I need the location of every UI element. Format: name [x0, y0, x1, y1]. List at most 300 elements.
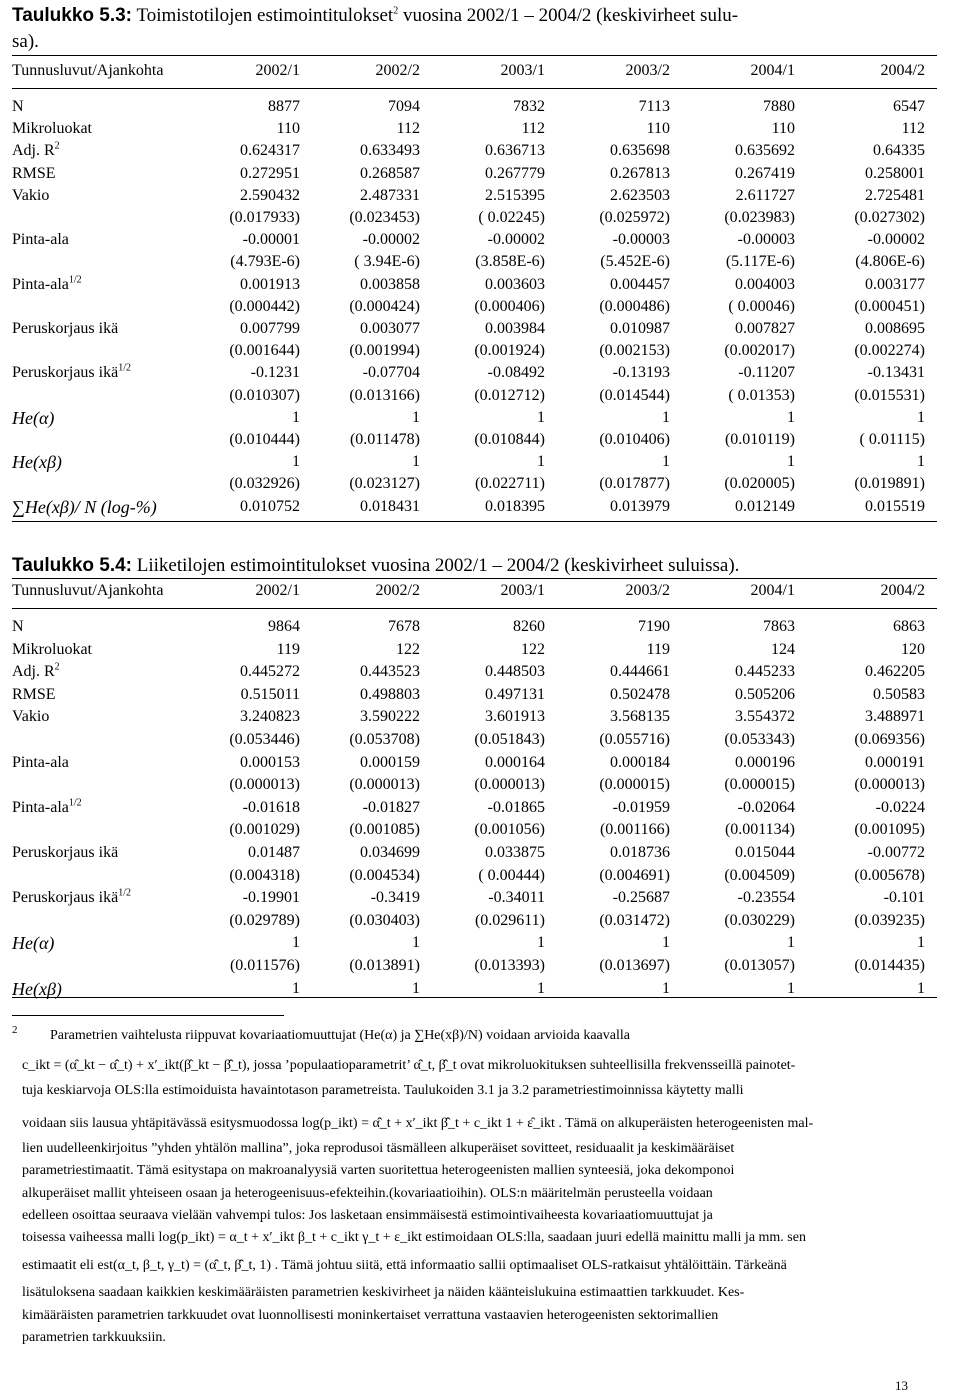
table-cell: 1 — [662, 453, 670, 471]
table-cell: ( 0.02245) — [478, 209, 545, 226]
table-row — [12, 296, 937, 318]
table-cell: 0.635698 — [610, 142, 670, 160]
table-cell: 0.635692 — [735, 142, 795, 160]
table-cell: (0.001056) — [474, 821, 545, 839]
table-cell: -0.23554 — [737, 889, 795, 907]
row-label-text: He(α) — [12, 933, 55, 954]
table-cell: (0.013166) — [349, 386, 420, 404]
table-row — [12, 118, 937, 140]
table2-top-rule — [12, 578, 937, 579]
table-cell: (0.022711) — [474, 475, 545, 493]
table-cell: 2.487331 — [360, 186, 420, 204]
table-cell: (0.017877) — [599, 475, 670, 493]
table-row — [12, 362, 937, 384]
table-cell: (0.004509) — [724, 866, 795, 884]
table-cell: 2.590432 — [240, 186, 300, 204]
table-cell: 2.611727 — [735, 186, 795, 204]
table-cell: -0.08492 — [487, 364, 545, 382]
table-row — [12, 797, 937, 819]
table1-top-rule — [12, 55, 937, 56]
table-cell: (0.001994) — [349, 342, 420, 360]
table-cell: 2.725481 — [865, 186, 925, 204]
table-cell: -0.34011 — [488, 889, 545, 907]
table-row — [12, 729, 937, 751]
table-cell: 0.000153 — [240, 753, 300, 771]
table-cell: (0.000424) — [349, 297, 420, 315]
table-cell: 0.268587 — [360, 164, 420, 182]
table-cell: 110 — [646, 120, 670, 138]
table-cell: (5.117E-6) — [725, 253, 795, 271]
table1-header-label: Tunnusluvut/Ajankohta — [12, 62, 164, 79]
table-cell: (0.039235) — [854, 911, 925, 929]
table-cell: (0.000015) — [724, 776, 795, 794]
table-cell: (0.010307) — [229, 386, 300, 404]
table-row — [12, 706, 937, 728]
table-cell: 0.258001 — [865, 164, 925, 182]
footnote-line: lien uudelleenkirjoitus ”yhden yhtälön mallina”, joka reprodusoi täsmälleen alkuperäiset sovitteet, residuaalit ja keskimääräiset — [22, 1141, 735, 1156]
table-cell: (0.000013) — [349, 776, 420, 794]
table-row — [12, 684, 937, 706]
table-cell: 120 — [901, 640, 925, 658]
table-cell: -0.13193 — [612, 364, 670, 382]
table-cell: (0.002153) — [599, 342, 670, 360]
table-cell: 8260 — [513, 618, 545, 635]
table-cell: (0.001924) — [474, 342, 545, 360]
table-cell: (0.010406) — [599, 431, 670, 448]
table-cell: -0.00002 — [362, 231, 420, 249]
table-cell: 0.445233 — [735, 663, 795, 681]
footnote-line: tuja keskiarvoja OLS:lla estimoiduista havaintotason parametreista. Taulukoiden 3.1 ja 3.2 parametriestimoinnissa käytetty malli — [22, 1083, 744, 1098]
table-cell: (5.452E-6) — [600, 253, 670, 271]
table-cell: (0.015531) — [854, 386, 925, 404]
row-label-text: He(xβ) — [12, 452, 62, 473]
table-cell: -0.01865 — [487, 798, 545, 816]
table-cell: (0.002274) — [854, 342, 925, 360]
table-cell: -0.00003 — [737, 231, 795, 249]
table-cell: 1 — [787, 453, 795, 471]
table-row — [12, 910, 937, 932]
table-cell: (4.806E-6) — [855, 253, 925, 271]
row-label — [12, 661, 60, 683]
table-cell: 122 — [396, 640, 420, 658]
table-cell: ( 0.00444) — [478, 866, 545, 884]
table2-column-header: 2003/2 — [625, 582, 670, 599]
row-label — [12, 185, 49, 207]
table1-caption-line2: sa). — [12, 31, 39, 52]
table-cell: (0.014544) — [599, 386, 670, 404]
table1-header-row — [12, 60, 937, 82]
table-cell: (0.000442) — [229, 297, 300, 315]
footnote-line: voidaan siis lausua yhtäpitävässä esitysmuodossa log(p_ikt) = α̂̂_t + x′_ikt β̂̂_t + c_ikt 1 + ε̂_ikt . Tämä on alkuperäisten heterogeenisten mal- — [22, 1116, 814, 1131]
table-cell: (0.019891) — [854, 475, 925, 493]
footnote-line: kimääräisten parametrien tarkkuudet ovat luonnollisesti moninkertaiset verrattuna vastaavien heterogeenisten sektorimallien — [22, 1308, 719, 1323]
table-cell: -0.0224 — [875, 798, 925, 816]
table-cell: 6863 — [893, 618, 925, 635]
table-row — [12, 163, 937, 185]
table-cell: (0.001644) — [229, 342, 300, 360]
footnote-line: edelleen osoittaa seuraava vielään vahvempi tulos: Jos lasketaan ensimmäisestä estimointivaiheesta kovariaatiomuuttujat ja — [22, 1208, 713, 1223]
table1-column-header: 2003/1 — [500, 62, 545, 79]
table-cell: 2.623503 — [610, 186, 670, 204]
row-label — [12, 496, 157, 518]
table-row — [12, 865, 937, 887]
table-cell: (4.793E-6) — [230, 253, 300, 271]
row-label-text: Pinta-ala — [12, 275, 69, 293]
table-cell: 1 — [412, 453, 420, 471]
table-cell: 1 — [537, 934, 545, 952]
table-cell: 7880 — [763, 98, 795, 115]
row-label-text: Adj. R — [12, 663, 55, 681]
page-number: 13 — [895, 1378, 908, 1393]
table-cell: ( 3.94E-6) — [354, 253, 420, 271]
table-cell: (0.051843) — [474, 731, 545, 748]
table-cell: (0.005678) — [854, 866, 925, 884]
table-cell: 0.000184 — [610, 753, 670, 771]
table-cell: (0.004534) — [349, 866, 420, 884]
row-label — [12, 362, 131, 384]
table-cell: (0.030403) — [349, 911, 420, 929]
table-cell: 7190 — [638, 618, 670, 635]
table-row — [12, 229, 937, 251]
table-cell: 0.003177 — [865, 275, 925, 293]
table-cell: -0.00002 — [867, 231, 925, 249]
row-label-text: N — [12, 98, 24, 115]
table-cell: 1 — [787, 934, 795, 952]
table-cell: (0.000013) — [474, 776, 545, 794]
table-cell: 0.267779 — [485, 164, 545, 182]
table-cell: -0.00001 — [242, 231, 300, 249]
table-cell: (0.000406) — [474, 297, 545, 315]
table-cell: 1 — [662, 408, 670, 426]
table-cell: 1 — [412, 934, 420, 952]
table-cell: 1 — [917, 934, 925, 952]
table-cell: 119 — [646, 640, 670, 658]
row-label-text: Pinta-ala — [12, 231, 69, 249]
table-cell: 7863 — [763, 618, 795, 635]
table-cell: 7832 — [513, 98, 545, 115]
table-cell: -0.01618 — [242, 798, 300, 816]
row-label — [12, 616, 24, 638]
table-row — [12, 887, 937, 909]
row-label-text: He(α) — [12, 407, 55, 428]
table-cell: 0.502478 — [610, 685, 670, 703]
table-cell: -0.00002 — [487, 231, 545, 249]
table-row — [12, 616, 937, 638]
table-cell: (0.013393) — [474, 957, 545, 974]
table-cell: 6547 — [893, 98, 925, 115]
table-cell: 7113 — [638, 98, 670, 115]
table-cell: -0.07704 — [362, 364, 420, 382]
table-cell: (0.055716) — [599, 731, 670, 748]
footnote-line: parametriestimaatit. Tämä esitystapa on makroanalyysiä varten suoritettua heterogeenisten mallien synteesiä, joka dekomponoi — [22, 1163, 735, 1178]
table-row — [12, 407, 937, 429]
table-cell: (3.858E-6) — [475, 253, 545, 271]
table1-column-header: 2004/1 — [750, 62, 795, 79]
table-row — [12, 752, 937, 774]
row-label-text: Vakio — [12, 708, 50, 726]
table-cell: 0.003858 — [360, 275, 420, 293]
footnote-line: parametrien tarkkuuksiin. — [22, 1330, 166, 1345]
table-cell: 1 — [292, 408, 300, 426]
row-label-text: Vakio — [12, 186, 50, 204]
table-cell: 3.601913 — [485, 708, 545, 726]
table-row — [12, 185, 937, 207]
table-cell: -0.01959 — [612, 798, 670, 816]
table-cell: 1 — [292, 934, 300, 952]
row-label-text: Peruskorjaus ikä — [12, 889, 119, 907]
table-cell: 0.624317 — [240, 142, 300, 160]
table-cell: (0.001166) — [599, 821, 670, 839]
row-label-text: ∑He(xβ)/ N (log-%) — [12, 496, 157, 517]
table2-column-header: 2003/1 — [500, 582, 545, 599]
table-cell: (0.010844) — [474, 431, 545, 448]
row-label-text: Adj. R — [12, 142, 55, 160]
table-cell: 1 — [292, 979, 300, 997]
table-cell: 119 — [276, 640, 300, 658]
table-cell: (0.002017) — [724, 342, 795, 360]
table-cell: 9864 — [268, 618, 300, 635]
table2-column-header: 2002/2 — [375, 582, 420, 599]
table-cell: (0.013891) — [349, 957, 420, 974]
table-cell: 1 — [412, 979, 420, 997]
table-cell: 1 — [662, 934, 670, 952]
table-cell: 1 — [917, 408, 925, 426]
table-cell: (0.012712) — [474, 386, 545, 404]
row-label — [12, 932, 54, 954]
table-cell: 0.007827 — [735, 320, 795, 337]
table-cell: 0.004457 — [610, 275, 670, 293]
table-cell: 3.554372 — [735, 708, 795, 726]
table-cell: -0.11207 — [738, 364, 795, 382]
table-cell: (0.011576) — [229, 957, 300, 974]
table-cell: 0.267813 — [610, 164, 670, 182]
table-cell: (0.027302) — [854, 209, 925, 226]
row-label-text: Peruskorjaus ikä — [12, 364, 119, 382]
table-cell: 112 — [396, 120, 420, 138]
footnote-rule — [12, 1015, 284, 1016]
table-cell: 0.445272 — [240, 663, 300, 681]
table-cell: 0.515011 — [240, 685, 300, 703]
table-cell: (0.023127) — [349, 475, 420, 493]
table-row — [12, 842, 937, 864]
footnote-line: Parametrien vaihtelusta riippuvat kovariaatiomuuttujat (He(α) ja ∑He(xβ)/N) voidaan arvioida kaavalla — [50, 1028, 630, 1043]
table2-header-rule — [12, 608, 937, 609]
table-cell: -0.25687 — [612, 889, 670, 907]
table1-column-header: 2002/2 — [375, 62, 420, 79]
table-cell: 0.000159 — [360, 753, 420, 771]
row-label — [12, 407, 54, 429]
table1-caption — [12, 4, 937, 28]
row-label — [12, 140, 60, 162]
table-row — [12, 932, 937, 954]
table-cell: 0.498803 — [360, 685, 420, 703]
table-cell: 0.633493 — [360, 142, 420, 160]
table2-column-header: 2004/1 — [750, 582, 795, 599]
table-row — [12, 451, 937, 473]
table-cell: 1 — [537, 453, 545, 471]
row-label-superscript: 1/2 — [118, 363, 131, 375]
row-label-superscript: 2 — [54, 141, 60, 153]
table1-caption-label: Taulukko 5.3: — [12, 5, 133, 26]
table-cell: (0.013057) — [724, 957, 795, 974]
table-cell: 0.007799 — [240, 320, 300, 337]
row-label — [12, 887, 131, 909]
table-cell: (0.000013) — [229, 776, 300, 794]
table-cell: 0.000196 — [735, 753, 795, 771]
table-cell: 1 — [412, 408, 420, 426]
table-cell: 0.443523 — [360, 663, 420, 681]
table-cell: 110 — [276, 120, 300, 138]
table-cell: 2.515395 — [485, 186, 545, 204]
table-cell: 0.000164 — [485, 753, 545, 771]
footnote-line: c_ikt = (α̂_kt − α̂̂_t) + x′_ikt(β̂_kt − β̂̂_t), jossa ’populaatioparametrit’ α̂̂_t, β̂̂_t ovat mikroluokituksen suhteellisilla frekvensseillä painotet- — [22, 1058, 796, 1073]
table-cell: (0.001095) — [854, 821, 925, 839]
table-row — [12, 274, 937, 296]
footnote-ref: 2 — [393, 5, 399, 17]
row-label — [12, 318, 118, 340]
table-row — [12, 207, 937, 229]
table-row — [12, 385, 937, 407]
table-cell: -0.13431 — [867, 364, 925, 382]
row-label-text: Mikroluokat — [12, 120, 92, 138]
table-cell: -0.101 — [883, 889, 925, 907]
table-cell: 0.010987 — [610, 320, 670, 337]
table-cell: 122 — [521, 640, 545, 658]
table-row — [12, 251, 937, 273]
table-row — [12, 96, 937, 118]
table-cell: 3.568135 — [610, 708, 670, 726]
table-cell: 0.033875 — [485, 844, 545, 861]
table-row — [12, 496, 937, 518]
table-cell: (0.029611) — [474, 911, 545, 929]
table-cell: 0.015044 — [735, 844, 795, 861]
table-cell: 0.018431 — [360, 497, 420, 515]
table-cell: 124 — [771, 640, 795, 658]
table-cell: 0.018395 — [485, 497, 545, 515]
table2-bottom-rule — [12, 997, 937, 998]
footnote-line: lisätuloksena saadaan kaikkien keskimääräisten parametrien keskivirheet ja näiden käänteislukuina estimaattien tarkkuudet. Kes- — [22, 1285, 745, 1300]
row-label-text: Peruskorjaus ikä — [12, 320, 119, 337]
table-row — [12, 661, 937, 683]
table-cell: 0.003984 — [485, 320, 545, 337]
row-label — [12, 706, 49, 728]
table-cell: -0.02064 — [737, 798, 795, 816]
table1-bottom-rule — [12, 521, 937, 522]
table-cell: 1 — [787, 408, 795, 426]
footnote-line: alkuperäiset mallit yhteiseen osaan ja heterogeenisuus-efekteihin.(kovariaatioihin). OLS:n määritelmän perusteella voidaan — [22, 1186, 713, 1201]
row-label — [12, 118, 92, 140]
table2-header-label: Tunnusluvut/Ajankohta — [12, 582, 164, 599]
table-cell: 0.636713 — [485, 142, 545, 160]
table-cell: -0.19901 — [242, 889, 300, 907]
table-cell: (0.029789) — [229, 911, 300, 929]
table-cell: (0.030229) — [724, 911, 795, 929]
table-row — [12, 639, 937, 661]
table-cell: 7094 — [388, 98, 420, 115]
table-cell: 0.462205 — [865, 663, 925, 681]
table-cell: 0.010752 — [240, 497, 300, 515]
table2-column-header: 2002/1 — [255, 582, 300, 599]
footnote-number: 2 — [12, 1024, 18, 1036]
row-label — [12, 639, 92, 661]
table-cell: 8877 — [268, 98, 300, 115]
table-cell: 0.497131 — [485, 685, 545, 703]
table-cell: 0.008695 — [865, 320, 925, 337]
table-cell: 0.272951 — [240, 164, 300, 182]
table-cell: (0.010444) — [229, 431, 300, 448]
table-cell: -0.01827 — [362, 798, 420, 816]
row-label — [12, 163, 56, 185]
table-cell: (0.069356) — [854, 731, 925, 748]
table-cell: -0.00772 — [867, 844, 925, 861]
table-cell: (0.000451) — [854, 297, 925, 315]
table-cell: 0.01487 — [248, 844, 300, 861]
footnote-line: estimaatit eli est(α_t, β_t, γ_t) = (α̂̂_t, β̂̂_t, 1) . Tämä johtuu siitä, että informaatio sallii optimaaliset OLS-ratkaisut yhtälöittäin. Tärkeänä — [22, 1258, 787, 1273]
row-label — [12, 797, 82, 819]
table-row — [12, 429, 937, 451]
table-cell: (0.023983) — [724, 209, 795, 226]
table-cell: ( 0.01353) — [728, 386, 795, 404]
table-cell: -0.3419 — [370, 889, 420, 907]
table1-header-rule — [12, 88, 937, 89]
table-row — [12, 340, 937, 362]
row-label-superscript: 1/2 — [68, 797, 82, 809]
row-label-text: RMSE — [12, 164, 56, 182]
footnote-line: toisessa vaiheessa malli log(p_ikt) = α_t + x′_ikt β_t + c_ikt γ_t + ε_ikt estimoidaan OLS:lla, saadaan juuri edellä mainittu malli ja mm. sen — [22, 1230, 806, 1245]
table-cell: 0.015519 — [865, 497, 925, 515]
table-cell: (0.031472) — [599, 911, 670, 929]
table1-column-header: 2004/2 — [880, 62, 925, 79]
table-cell: (0.004318) — [229, 866, 300, 884]
table2-column-header: 2004/2 — [880, 582, 925, 599]
row-label-superscript: 1/2 — [118, 887, 131, 899]
row-label-superscript: 2 — [54, 661, 60, 673]
row-label-text: Pinta-ala — [12, 798, 69, 816]
table-cell: 0.004003 — [735, 275, 795, 293]
table-row — [12, 774, 937, 796]
table-cell: (0.053446) — [229, 731, 300, 748]
table-cell: 3.488971 — [865, 708, 925, 726]
table-cell: (0.000015) — [599, 776, 670, 794]
table-cell: 0.001913 — [240, 275, 300, 293]
table-cell: 0.267419 — [735, 164, 795, 182]
table-cell: 0.018736 — [610, 844, 670, 861]
table1-column-header: 2002/1 — [255, 62, 300, 79]
row-label — [12, 684, 56, 706]
table-cell: 1 — [537, 979, 545, 997]
row-label-text: RMSE — [12, 685, 56, 703]
row-label-superscript: 1/2 — [68, 274, 82, 286]
table-row — [12, 140, 937, 162]
table-cell: 110 — [771, 120, 795, 138]
table-cell: 0.013979 — [610, 497, 670, 515]
table-cell: -0.00003 — [612, 231, 670, 249]
table-cell: 112 — [521, 120, 545, 138]
table-cell: ( 0.00046) — [728, 297, 795, 315]
table-cell: 0.034699 — [360, 844, 420, 861]
table-cell: (0.004691) — [599, 866, 670, 884]
table-cell: 0.448503 — [485, 663, 545, 681]
row-label-text: He(xβ) — [12, 978, 62, 999]
table-cell: (0.017933) — [229, 209, 300, 226]
table1-caption-text: Toimistotilojen estimointitulokset — [136, 5, 394, 26]
table2-caption-text: Liiketilojen estimointitulokset vuosina 2002/1 – 2004/2 (keskivirheet suluissa). — [136, 555, 740, 576]
table-row — [12, 318, 937, 340]
table-cell: (0.053708) — [349, 731, 420, 748]
table-row — [12, 955, 937, 977]
table-cell: 0.50583 — [873, 685, 925, 703]
table-cell: 0.505206 — [735, 685, 795, 703]
